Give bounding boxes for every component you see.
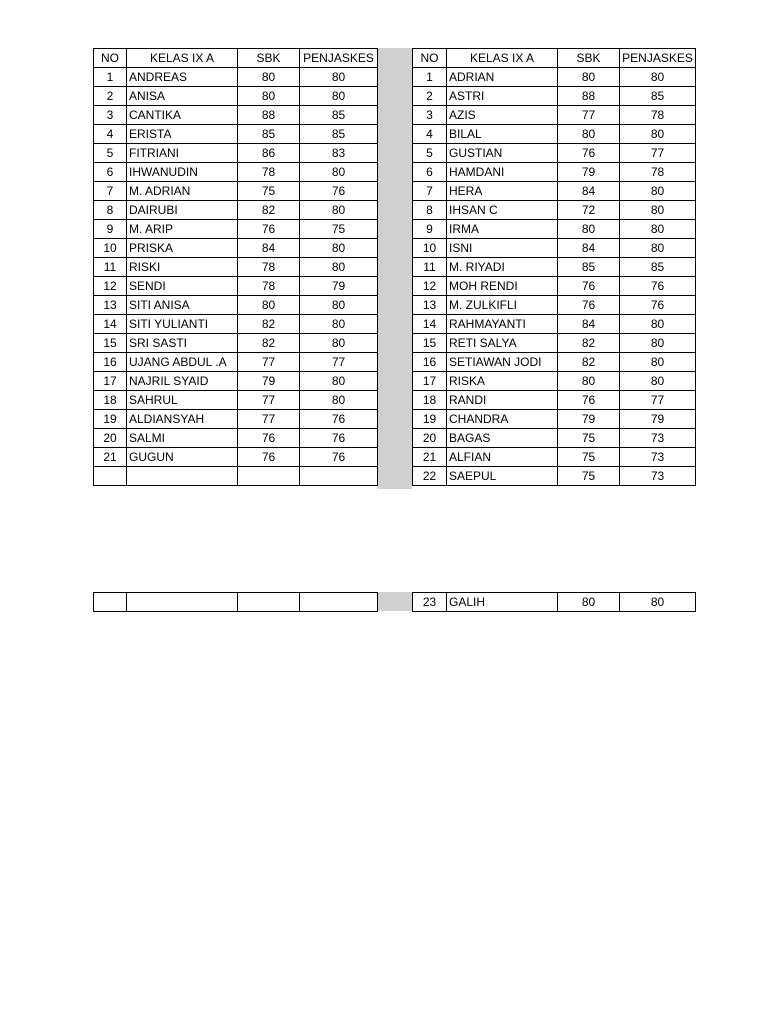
cell-sbk[interactable]: 84	[558, 182, 620, 201]
cell-sbk[interactable]: 77	[238, 391, 300, 410]
column-header-sbk: SBK	[238, 49, 300, 68]
cell-no[interactable]: 20	[94, 429, 127, 448]
cell-student-name[interactable]: SENDI	[127, 277, 238, 296]
table-row	[413, 258, 696, 277]
cell-student-name[interactable]: SITI YULIANTI	[127, 315, 238, 334]
cell-penjaskes[interactable]	[300, 467, 378, 486]
cell-student-name[interactable]: SETIAWAN JODI	[447, 353, 558, 372]
table-row	[413, 429, 696, 448]
cell-sbk[interactable]: 80	[558, 125, 620, 144]
table-row	[94, 125, 378, 144]
cell-sbk[interactable]: 75	[558, 448, 620, 467]
cell-penjaskes[interactable]: 80	[620, 372, 696, 391]
cell-sbk[interactable]: 76	[238, 429, 300, 448]
cell-no[interactable]: 12	[413, 277, 447, 296]
left-bottom-row-table	[93, 592, 378, 612]
table-row	[94, 68, 378, 87]
cell-penjaskes[interactable]: 76	[300, 182, 378, 201]
cell-no[interactable]: 16	[94, 353, 127, 372]
cell-no[interactable]: 7	[413, 182, 447, 201]
cell-student-name[interactable]: ALDIANSYAH	[127, 410, 238, 429]
cell-student-name[interactable]: GUSTIAN	[447, 144, 558, 163]
cell-penjaskes[interactable]: 85	[300, 125, 378, 144]
cell-no[interactable]: 12	[94, 277, 127, 296]
cell-student-name[interactable]: CANTIKA	[127, 106, 238, 125]
cell-student-name[interactable]: GUGUN	[127, 448, 238, 467]
cell-student-name[interactable]	[127, 593, 238, 612]
cell-sbk[interactable]: 82	[558, 334, 620, 353]
cell-penjaskes[interactable]: 80	[620, 220, 696, 239]
table-row	[413, 125, 696, 144]
cell-sbk[interactable]: 75	[238, 182, 300, 201]
cell-student-name[interactable]: SAEPUL	[447, 467, 558, 486]
cell-no[interactable]	[94, 467, 127, 486]
cell-student-name[interactable]: CHANDRA	[447, 410, 558, 429]
cell-no[interactable]: 2	[413, 87, 447, 106]
cell-student-name[interactable]: HERA	[447, 182, 558, 201]
cell-student-name[interactable]: BILAL	[447, 125, 558, 144]
cell-sbk[interactable]: 80	[558, 220, 620, 239]
cell-sbk[interactable]: 84	[558, 239, 620, 258]
cell-sbk[interactable]: 76	[558, 277, 620, 296]
cell-sbk[interactable]: 88	[558, 87, 620, 106]
cell-penjaskes[interactable]: 79	[620, 410, 696, 429]
cell-sbk[interactable]	[238, 593, 300, 612]
table-row	[94, 239, 378, 258]
cell-student-name[interactable]: DAIRUBI	[127, 201, 238, 220]
cell-student-name[interactable]: RAHMAYANTI	[447, 315, 558, 334]
cell-no[interactable]: 8	[413, 201, 447, 220]
cell-student-name[interactable]: MOH RENDI	[447, 277, 558, 296]
cell-penjaskes[interactable]: 80	[300, 239, 378, 258]
table-row	[413, 144, 696, 163]
table-row	[94, 277, 378, 296]
cell-student-name[interactable]: M. ZULKIFLI	[447, 296, 558, 315]
cell-no[interactable]: 9	[94, 220, 127, 239]
cell-sbk[interactable]: 76	[238, 448, 300, 467]
cell-student-name[interactable]: RANDI	[447, 391, 558, 410]
cell-penjaskes[interactable]: 80	[300, 68, 378, 87]
cell-student-name[interactable]: ANDREAS	[127, 68, 238, 87]
cell-student-name[interactable]: RETI SALYA	[447, 334, 558, 353]
table-row	[94, 467, 378, 486]
right-table-body	[413, 68, 696, 486]
cell-penjaskes[interactable]: 85	[620, 258, 696, 277]
cell-no[interactable]: 20	[413, 429, 447, 448]
cell-student-name[interactable]: ADRIAN	[447, 68, 558, 87]
cell-no[interactable]: 18	[94, 391, 127, 410]
cell-penjaskes[interactable]: 80	[300, 391, 378, 410]
cell-sbk[interactable]: 82	[238, 334, 300, 353]
header-row	[94, 49, 378, 68]
cell-sbk[interactable]: 86	[238, 144, 300, 163]
cell-no[interactable]: 14	[413, 315, 447, 334]
column-header-no: NO	[413, 49, 447, 68]
header-row	[413, 49, 696, 68]
table-row	[413, 593, 696, 612]
cell-no[interactable]: 1	[94, 68, 127, 87]
cell-penjaskes[interactable]: 76	[620, 296, 696, 315]
cell-penjaskes[interactable]: 80	[300, 296, 378, 315]
table-row	[94, 87, 378, 106]
cell-penjaskes[interactable]: 78	[620, 106, 696, 125]
cell-no[interactable]: 19	[413, 410, 447, 429]
cell-penjaskes[interactable]: 85	[620, 87, 696, 106]
column-header-class: KELAS IX A	[447, 49, 558, 68]
cell-student-name[interactable]: UJANG ABDUL .A	[127, 353, 238, 372]
cell-student-name[interactable]: IRMA	[447, 220, 558, 239]
cell-student-name[interactable]: IHSAN C	[447, 201, 558, 220]
cell-penjaskes[interactable]: 73	[620, 429, 696, 448]
cell-no[interactable]: 10	[413, 239, 447, 258]
table-row	[413, 467, 696, 486]
table-row	[94, 182, 378, 201]
table-row	[413, 68, 696, 87]
table-row	[413, 315, 696, 334]
cell-penjaskes[interactable]: 77	[300, 353, 378, 372]
cell-student-name[interactable]	[127, 467, 238, 486]
cell-penjaskes[interactable]: 83	[300, 144, 378, 163]
cell-penjaskes[interactable]: 76	[620, 277, 696, 296]
table-row	[94, 372, 378, 391]
cell-penjaskes[interactable]: 80	[620, 182, 696, 201]
cell-penjaskes[interactable]: 73	[620, 448, 696, 467]
cell-sbk[interactable]: 79	[558, 410, 620, 429]
cell-no[interactable]: 10	[94, 239, 127, 258]
cell-student-name[interactable]: PRISKA	[127, 239, 238, 258]
cell-student-name[interactable]: HAMDANI	[447, 163, 558, 182]
cell-student-name[interactable]: SITI ANISA	[127, 296, 238, 315]
table-row	[413, 163, 696, 182]
cell-sbk[interactable]: 78	[238, 163, 300, 182]
cell-student-name[interactable]: SAHRUL	[127, 391, 238, 410]
cell-penjaskes[interactable]: 80	[300, 372, 378, 391]
table-row	[413, 106, 696, 125]
cell-sbk[interactable]: 79	[238, 372, 300, 391]
cell-no[interactable]: 11	[94, 258, 127, 277]
cell-student-name[interactable]: M. ARIP	[127, 220, 238, 239]
cell-no[interactable]: 13	[94, 296, 127, 315]
cell-sbk[interactable]: 84	[238, 239, 300, 258]
cell-penjaskes[interactable]: 80	[300, 163, 378, 182]
cell-sbk[interactable]: 77	[558, 106, 620, 125]
cell-sbk[interactable]: 82	[238, 201, 300, 220]
cell-sbk[interactable]: 78	[238, 258, 300, 277]
cell-no[interactable]: 14	[94, 315, 127, 334]
cell-student-name[interactable]: IHWANUDIN	[127, 163, 238, 182]
cell-student-name[interactable]: FITRIANI	[127, 144, 238, 163]
cell-no[interactable]: 4	[94, 125, 127, 144]
table-row	[413, 448, 696, 467]
cell-penjaskes[interactable]: 80	[300, 334, 378, 353]
cell-student-name[interactable]: M. RIYADI	[447, 258, 558, 277]
cell-no[interactable]: 16	[413, 353, 447, 372]
cell-no[interactable]: 23	[413, 593, 447, 612]
cell-penjaskes[interactable]: 80	[620, 353, 696, 372]
table-row	[94, 448, 378, 467]
cell-sbk[interactable]: 85	[238, 125, 300, 144]
cell-no[interactable]: 9	[413, 220, 447, 239]
cell-no[interactable]	[94, 593, 127, 612]
table-row	[413, 353, 696, 372]
table-row	[94, 391, 378, 410]
cell-no[interactable]: 11	[413, 258, 447, 277]
cell-no[interactable]: 4	[413, 125, 447, 144]
cell-penjaskes[interactable]: 76	[300, 429, 378, 448]
right-grade-table	[412, 48, 696, 486]
cell-student-name[interactable]: M. ADRIAN	[127, 182, 238, 201]
column-header-class: KELAS IX A	[127, 49, 238, 68]
cell-sbk[interactable]: 80	[558, 593, 620, 612]
cell-penjaskes[interactable]: 80	[620, 68, 696, 87]
cell-sbk[interactable]: 79	[558, 163, 620, 182]
table-row	[413, 239, 696, 258]
column-header-penjaskes: PENJASKES	[300, 49, 378, 68]
cell-penjaskes[interactable]: 80	[300, 87, 378, 106]
cell-sbk[interactable]: 84	[558, 315, 620, 334]
cell-student-name[interactable]: RISKA	[447, 372, 558, 391]
cell-student-name[interactable]: ERISTA	[127, 125, 238, 144]
cell-no[interactable]: 18	[413, 391, 447, 410]
cell-sbk[interactable]: 85	[558, 258, 620, 277]
cell-sbk[interactable]: 76	[238, 220, 300, 239]
cell-penjaskes[interactable]: 73	[620, 467, 696, 486]
cell-no[interactable]: 21	[413, 448, 447, 467]
column-header-no: NO	[94, 49, 127, 68]
cell-sbk[interactable]: 80	[558, 372, 620, 391]
cell-sbk[interactable]: 76	[558, 296, 620, 315]
cell-no[interactable]: 6	[413, 163, 447, 182]
cell-no[interactable]: 3	[94, 106, 127, 125]
table-row	[413, 391, 696, 410]
cell-sbk[interactable]: 82	[238, 315, 300, 334]
cell-no[interactable]: 5	[413, 144, 447, 163]
table-row	[94, 353, 378, 372]
table-row	[413, 220, 696, 239]
cell-student-name[interactable]: SRI SASTI	[127, 334, 238, 353]
table-row	[94, 296, 378, 315]
table-row	[413, 334, 696, 353]
cell-sbk[interactable]: 75	[558, 467, 620, 486]
table-row	[94, 334, 378, 353]
column-header-penjaskes: PENJASKES	[620, 49, 696, 68]
cell-penjaskes[interactable]: 80	[620, 125, 696, 144]
cell-student-name[interactable]: BAGAS	[447, 429, 558, 448]
cell-no[interactable]: 13	[413, 296, 447, 315]
cell-student-name[interactable]: ANISA	[127, 87, 238, 106]
table-row	[413, 410, 696, 429]
table-row	[94, 410, 378, 429]
cell-penjaskes[interactable]: 77	[620, 144, 696, 163]
cell-student-name[interactable]: SALMI	[127, 429, 238, 448]
table-row	[413, 182, 696, 201]
cell-penjaskes[interactable]: 76	[300, 448, 378, 467]
cell-penjaskes[interactable]: 80	[620, 593, 696, 612]
cell-no[interactable]: 7	[94, 182, 127, 201]
cell-sbk[interactable]: 88	[238, 106, 300, 125]
cell-penjaskes[interactable]: 80	[620, 239, 696, 258]
cell-penjaskes[interactable]: 80	[300, 315, 378, 334]
cell-sbk[interactable]: 77	[238, 410, 300, 429]
cell-no[interactable]: 5	[94, 144, 127, 163]
table-row	[413, 87, 696, 106]
cell-penjaskes[interactable]: 76	[300, 410, 378, 429]
table-row	[94, 220, 378, 239]
cell-student-name[interactable]: ASTRI	[447, 87, 558, 106]
cell-no[interactable]: 6	[94, 163, 127, 182]
cell-no[interactable]: 8	[94, 201, 127, 220]
cell-no[interactable]: 22	[413, 467, 447, 486]
cell-sbk[interactable]: 76	[558, 391, 620, 410]
table-row	[94, 258, 378, 277]
cell-student-name[interactable]: RISKI	[127, 258, 238, 277]
cell-student-name[interactable]: NAJRIL SYAID	[127, 372, 238, 391]
cell-no[interactable]: 15	[413, 334, 447, 353]
table-row	[94, 315, 378, 334]
cell-sbk[interactable]: 82	[558, 353, 620, 372]
cell-penjaskes[interactable]: 80	[620, 334, 696, 353]
cell-no[interactable]: 15	[94, 334, 127, 353]
cell-sbk[interactable]: 78	[238, 277, 300, 296]
table-row	[413, 372, 696, 391]
cell-penjaskes[interactable]: 80	[620, 315, 696, 334]
right-bottom-row-table	[412, 592, 696, 612]
gap-column-bottom	[377, 592, 412, 611]
table-row	[94, 593, 378, 612]
cell-sbk[interactable]: 76	[558, 144, 620, 163]
cell-no[interactable]: 3	[413, 106, 447, 125]
left-grade-table	[93, 48, 378, 486]
cell-student-name[interactable]: ALFIAN	[447, 448, 558, 467]
cell-penjaskes[interactable]: 75	[300, 220, 378, 239]
cell-student-name[interactable]: ISNI	[447, 239, 558, 258]
cell-sbk[interactable]: 80	[238, 296, 300, 315]
cell-penjaskes[interactable]: 79	[300, 277, 378, 296]
cell-penjaskes[interactable]: 80	[620, 201, 696, 220]
cell-penjaskes[interactable]: 77	[620, 391, 696, 410]
table-row	[94, 144, 378, 163]
cell-penjaskes[interactable]: 78	[620, 163, 696, 182]
cell-sbk[interactable]: 80	[238, 87, 300, 106]
table-row	[94, 163, 378, 182]
table-row	[413, 201, 696, 220]
cell-student-name[interactable]: AZIS	[447, 106, 558, 125]
column-header-sbk: SBK	[558, 49, 620, 68]
cell-penjaskes[interactable]	[300, 593, 378, 612]
cell-sbk[interactable]: 80	[238, 68, 300, 87]
table-row	[94, 201, 378, 220]
cell-sbk[interactable]: 72	[558, 201, 620, 220]
gap-column-top	[377, 48, 412, 489]
cell-penjaskes[interactable]: 80	[300, 201, 378, 220]
table-row	[94, 106, 378, 125]
cell-no[interactable]: 19	[94, 410, 127, 429]
cell-sbk[interactable]: 75	[558, 429, 620, 448]
cell-no[interactable]: 17	[94, 372, 127, 391]
cell-no[interactable]: 17	[413, 372, 447, 391]
cell-no[interactable]: 21	[94, 448, 127, 467]
cell-penjaskes[interactable]: 80	[300, 258, 378, 277]
left-table-body	[94, 68, 378, 486]
cell-no[interactable]: 2	[94, 87, 127, 106]
table-row	[413, 296, 696, 315]
cell-sbk[interactable]	[238, 467, 300, 486]
cell-no[interactable]: 1	[413, 68, 447, 87]
cell-sbk[interactable]: 77	[238, 353, 300, 372]
cell-sbk[interactable]: 80	[558, 68, 620, 87]
table-row	[94, 429, 378, 448]
cell-penjaskes[interactable]: 85	[300, 106, 378, 125]
table-row	[413, 277, 696, 296]
cell-student-name[interactable]: GALIH	[447, 593, 558, 612]
